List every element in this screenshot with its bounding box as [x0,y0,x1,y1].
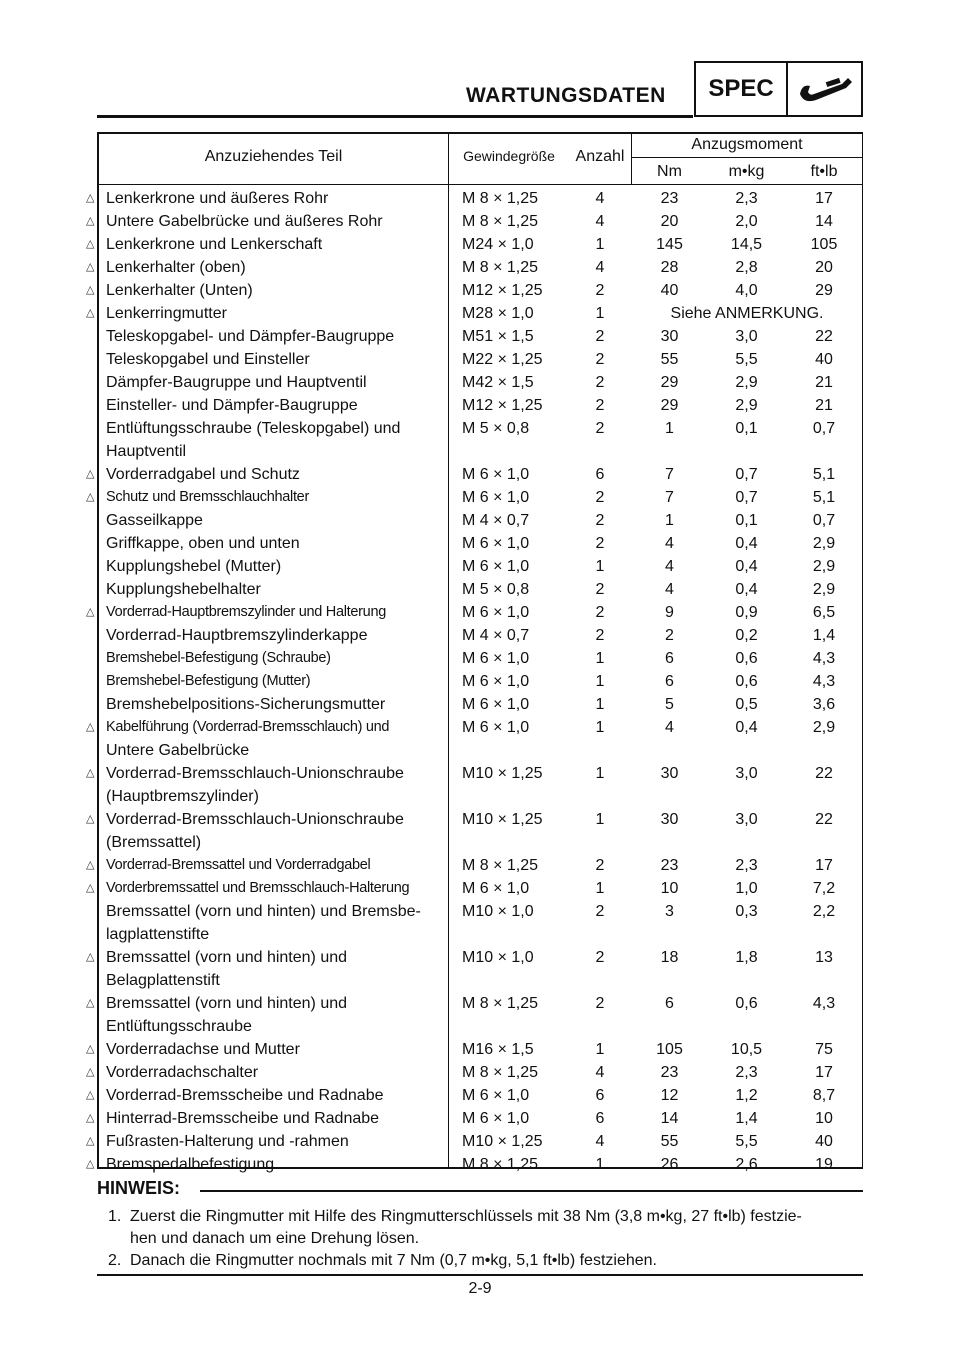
torque-nm: 20 [660,213,679,230]
torque-mkg: 5,5 [735,351,758,368]
quantity: 2 [595,604,605,621]
torque-mark-icon: △ [86,1158,95,1170]
part-name: Schutz und Bremsschlauchhalter [106,489,309,505]
torque-mkg: 4,0 [735,282,758,299]
header-divider [631,157,863,158]
torque-ftlb: 1,4 [812,627,836,644]
torque-nm: 40 [660,282,679,299]
thread-size: M 6 × 1,0 [462,489,530,506]
torque-mkg: 2,6 [735,1156,758,1173]
torque-ftlb: 5,1 [812,489,836,506]
quantity: 2 [595,489,605,506]
part-name: Vorderradgabel und Schutz [106,466,300,483]
part-name: Vorderrad-Bremsschlauch-Unionschraube [106,811,404,828]
torque-nm: 12 [660,1087,679,1104]
thread-size: M 8 × 1,25 [462,1064,539,1081]
torque-ftlb: 4,3 [812,650,836,667]
part-name: Bremspedalbefestigung [106,1156,275,1173]
torque-mark-icon: △ [86,192,95,204]
torque-mark-icon: △ [86,1066,95,1078]
torque-ftlb: 2,2 [812,903,836,920]
part-name: Kupplungshebel (Mutter) [106,558,282,575]
thread-size: M 6 × 1,0 [462,673,530,690]
part-name: Lenkerhalter (oben) [106,259,246,276]
torque-ftlb: 21 [815,397,833,414]
torque-nm: 30 [660,765,679,782]
torque-ftlb: 20 [815,259,833,276]
thread-size: M10 × 1,25 [462,1133,543,1150]
quantity: 2 [595,512,605,529]
thread-size: M 8 × 1,25 [462,995,539,1012]
torque-ftlb: 2,9 [812,719,836,736]
torque-mkg: 0,7 [735,489,758,506]
torque-mkg: 2,9 [735,374,758,391]
quantity: 2 [595,328,605,345]
torque-mark-icon: △ [86,767,95,779]
thread-size: M 6 × 1,0 [462,604,530,621]
spec-badge [694,61,863,117]
quantity: 4 [595,190,605,207]
header-nm: Nm [657,163,682,180]
notes-rule [200,1190,863,1192]
torque-nm: 30 [660,328,679,345]
torque-ftlb: 2,9 [812,558,836,575]
thread-size: M24 × 1,0 [462,236,534,253]
torque-mark-icon: △ [86,491,95,503]
header-part: Anzuziehendes Teil [204,148,343,165]
torque-nm: 23 [660,1064,679,1081]
part-name: Vorderbremssattel und Bremsschlauch-Halterung [106,880,410,896]
quantity: 2 [595,374,605,391]
spec-label: SPEC [696,63,788,115]
torque-mark-icon: △ [86,951,95,963]
torque-nm: 23 [660,857,679,874]
quantity: 1 [595,880,605,897]
torque-ftlb: 4,3 [812,673,836,690]
torque-ftlb: 21 [815,374,833,391]
torque-ftlb: 75 [815,1041,833,1058]
torque-nm: 55 [660,351,679,368]
torque-nm: 23 [660,190,679,207]
thread-size: M 6 × 1,0 [462,1087,530,1104]
part-name: Bremshebelpositions-Sicherungsmutter [106,696,386,713]
thread-size: M 8 × 1,25 [462,259,539,276]
torque-mkg: 1,8 [735,949,758,966]
quantity: 1 [595,673,605,690]
part-name-continued: Untere Gabelbrücke [106,742,250,759]
thread-size: M 6 × 1,0 [462,650,530,667]
quantity: 4 [595,1133,605,1150]
title-rule [97,115,693,118]
torque-mkg: 0,9 [735,604,758,621]
torque-ftlb: 22 [815,765,833,782]
thread-size: M 6 × 1,0 [462,558,530,575]
header-qty: Anzahl [575,148,625,165]
quantity: 6 [595,1110,605,1127]
torque-mark-icon: △ [86,1135,95,1147]
quantity: 2 [595,627,605,644]
thread-size: M12 × 1,25 [462,397,543,414]
torque-ftlb: 40 [815,351,833,368]
torque-mkg: 0,2 [735,627,758,644]
torque-mkg: 1,4 [735,1110,758,1127]
torque-ftlb: 8,7 [812,1087,836,1104]
quantity: 2 [595,397,605,414]
page-number: 2-9 [468,1280,492,1297]
torque-ftlb: 7,2 [812,880,836,897]
thread-size: M22 × 1,25 [462,351,543,368]
torque-mark-icon: △ [86,307,95,319]
torque-ftlb: 10 [815,1110,833,1127]
torque-nm: 4 [665,581,674,598]
torque-mkg: 3,0 [735,328,758,345]
torque-ftlb: 14 [815,213,833,230]
part-name: Bremssattel (vorn und hinten) und [106,995,348,1012]
torque-mkg: 0,6 [735,995,758,1012]
torque-ftlb: 40 [815,1133,833,1150]
note-text: Danach die Ringmutter nochmals mit 7 Nm (0,7 m•kg, 5,1 ft•lb) festziehen. [130,1252,657,1269]
torque-mark-icon: △ [86,813,95,825]
part-name: Kabelführung (Vorderrad-Bremsschlauch) und [106,719,390,735]
torque-ftlb: 17 [815,1064,833,1081]
torque-ftlb: 19 [815,1156,833,1173]
torque-nm: 26 [660,1156,679,1173]
header-ftlb: ft•lb [810,163,838,180]
torque-ftlb: 3,6 [812,696,836,713]
part-name: Lenkerhalter (Unten) [106,282,253,299]
torque-nm: 6 [665,650,674,667]
torque-mark-icon: △ [86,997,95,1009]
torque-nm: 145 [656,236,683,253]
page-title: WARTUNGSDATEN [466,84,666,107]
torque-mkg: 0,6 [735,673,758,690]
part-name: Fußrasten-Halterung und -rahmen [106,1133,349,1150]
torque-nm: 4 [665,719,674,736]
torque-mkg: 0,4 [735,558,758,575]
quantity: 2 [595,282,605,299]
torque-mkg: 3,0 [735,765,758,782]
torque-mkg: 2,3 [735,1064,758,1081]
quantity: 2 [595,535,605,552]
torque-mkg: 2,0 [735,213,758,230]
thread-size: M 6 × 1,0 [462,880,530,897]
quantity: 2 [595,903,605,920]
part-name: Entlüftungsschraube (Teleskopgabel) und [106,420,401,437]
torque-nm: 7 [665,489,674,506]
part-name-continued: Hauptventil [106,443,187,460]
quantity: 2 [595,857,605,874]
torque-mark-icon: △ [86,721,95,733]
thread-size: M 4 × 0,7 [462,627,530,644]
torque-mkg: 0,4 [735,719,758,736]
torque-mark-icon: △ [86,261,95,273]
torque-nm: 5 [665,696,674,713]
torque-nm: 14 [660,1110,679,1127]
torque-mark-icon: △ [86,468,95,480]
part-name-continued: Entlüftungsschraube [106,1018,252,1035]
quantity: 2 [595,995,605,1012]
torque-nm: 28 [660,259,679,276]
quantity: 2 [595,351,605,368]
torque-ftlb: 29 [815,282,833,299]
part-name: Vorderrad-Bremsschlauch-Unionschraube [106,765,404,782]
torque-nm: 6 [665,995,674,1012]
torque-mkg: 0,3 [735,903,758,920]
torque-mkg: 0,4 [735,535,758,552]
torque-ftlb: 17 [815,857,833,874]
torque-nm: 10 [660,880,679,897]
note-number: 1. [108,1208,122,1225]
torque-ftlb: 17 [815,190,833,207]
part-name: Lenkerkrone und Lenkerschaft [106,236,323,253]
quantity: 1 [595,696,605,713]
torque-mark-icon: △ [86,1112,95,1124]
part-name: Vorderrad-Hauptbremszylinder und Halterung [106,604,386,620]
part-name: Dämpfer-Baugruppe und Hauptventil [106,374,367,391]
thread-size: M28 × 1,0 [462,305,534,322]
torque-ftlb: 22 [815,811,833,828]
header-mkg: m•kg [728,163,765,180]
torque-mkg: 1,2 [735,1087,758,1104]
thread-size: M 6 × 1,0 [462,696,530,713]
thread-size: M 8 × 1,25 [462,1156,539,1173]
part-name: Kupplungshebelhalter [106,581,261,598]
torque-mark-icon: △ [86,1089,95,1101]
quantity: 6 [595,466,605,483]
torque-nm: 29 [660,397,679,414]
torque-mkg: 2,9 [735,397,758,414]
torque-mkg: 0,1 [735,420,758,437]
torque-mark-icon: △ [86,238,95,250]
thread-size: M12 × 1,25 [462,282,543,299]
torque-mkg: 10,5 [730,1041,763,1058]
quantity: 2 [595,581,605,598]
torque-mark-icon: △ [86,882,95,894]
torque-nm: 9 [665,604,674,621]
note-number: 2. [108,1252,122,1269]
torque-ftlb: 2,9 [812,581,836,598]
quantity: 6 [595,1087,605,1104]
part-name-continued: Belagplattenstift [106,972,220,989]
wrench-icon [788,63,861,115]
quantity: 1 [595,765,605,782]
part-name-continued: lagplattenstifte [106,926,210,943]
thread-size: M42 × 1,5 [462,374,534,391]
thread-size: M 8 × 1,25 [462,190,539,207]
part-name: Vorderradachschalter [106,1064,259,1081]
thread-size: M 6 × 1,0 [462,719,530,736]
torque-mkg: 5,5 [735,1133,758,1150]
part-name: Bremshebel-Befestigung (Schraube) [106,650,331,666]
thread-size: M10 × 1,25 [462,765,543,782]
torque-mark-icon: △ [86,859,95,871]
quantity: 1 [595,1156,605,1173]
quantity: 4 [595,213,605,230]
header-thread: Gewindegröße [463,148,555,164]
thread-size: M51 × 1,5 [462,328,534,345]
torque-nm: 6 [665,673,674,690]
torque-ftlb: 6,5 [812,604,836,621]
torque-nm: 4 [665,535,674,552]
torque-nm: 4 [665,558,674,575]
torque-nm: 1 [665,420,674,437]
torque-mkg: 2,8 [735,259,758,276]
torque-nm: 7 [665,466,674,483]
torque-nm: 55 [660,1133,679,1150]
part-name: Lenkerringmutter [106,305,227,322]
header-divider [97,184,863,185]
quantity: 4 [595,1064,605,1081]
torque-nm: 18 [660,949,679,966]
part-name: Vorderrad-Hauptbremszylinderkappe [106,627,368,644]
thread-size: M16 × 1,5 [462,1041,534,1058]
torque-ftlb: 5,1 [812,466,836,483]
part-name-continued: (Hauptbremszylinder) [106,788,259,805]
torque-mark-icon: △ [86,1043,95,1055]
torque-mkg: 0,5 [735,696,758,713]
quantity: 1 [595,305,605,322]
part-name: Vorderrad-Bremsscheibe und Radnabe [106,1087,384,1104]
thread-size: M 6 × 1,0 [462,535,530,552]
torque-nm: 2 [665,627,674,644]
part-name: Griffkappe, oben und unten [106,535,300,552]
thread-size: M10 × 1,0 [462,949,534,966]
part-name: Untere Gabelbrücke und äußeres Rohr [106,213,383,230]
torque-nm: 105 [656,1041,683,1058]
quantity: 2 [595,420,605,437]
quantity: 1 [595,236,605,253]
torque-mkg: 3,0 [735,811,758,828]
torque-mkg: 0,4 [735,581,758,598]
quantity: 1 [595,558,605,575]
torque-ftlb: 105 [810,236,838,253]
part-name: Einsteller- und Dämpfer-Baugruppe [106,397,358,414]
footer-rule [97,1274,863,1276]
part-name-continued: (Bremssattel) [106,834,202,851]
part-name: Teleskopgabel- und Dämpfer-Baugruppe [106,328,395,345]
quantity: 1 [595,1041,605,1058]
torque-mkg: 14,5 [730,236,763,253]
quantity: 4 [595,259,605,276]
thread-size: M 5 × 0,8 [462,581,530,598]
thread-size: M 4 × 0,7 [462,512,530,529]
part-name: Vorderrad-Bremssattel und Vorderradgabel [106,857,371,873]
part-name: Bremssattel (vorn und hinten) und [106,949,348,966]
quantity: 1 [595,719,605,736]
part-name: Bremshebel-Befestigung (Mutter) [106,673,311,689]
torque-note: Siehe ANMERKUNG. [670,305,824,322]
thread-size: M 5 × 0,8 [462,420,530,437]
torque-mark-icon: △ [86,606,95,618]
notes-heading: HINWEIS: [97,1178,180,1198]
torque-mark-icon: △ [86,215,95,227]
thread-size: M 6 × 1,0 [462,1110,530,1127]
column-divider [448,132,449,1169]
torque-mkg: 1,0 [735,880,758,897]
torque-nm: 1 [665,512,674,529]
torque-ftlb: 2,9 [812,535,836,552]
part-name: Lenkerkrone und äußeres Rohr [106,190,329,207]
part-name: Vorderradachse und Mutter [106,1041,300,1058]
thread-size: M 8 × 1,25 [462,213,539,230]
note-text: Zuerst die Ringmutter mit Hilfe des Ringmutterschlüssels mit 38 Nm (3,8 m•kg, 27 ft•lb) festzie- [130,1208,802,1225]
part-name: Gasseilkappe [106,512,203,529]
torque-ftlb: 4,3 [812,995,836,1012]
torque-ftlb: 0,7 [812,420,836,437]
thread-size: M 8 × 1,25 [462,857,539,874]
part-name: Hinterrad-Bremsscheibe und Radnabe [106,1110,380,1127]
thread-size: M 6 × 1,0 [462,466,530,483]
quantity: 1 [595,650,605,667]
torque-mkg: 2,3 [735,190,758,207]
thread-size: M10 × 1,25 [462,811,543,828]
quantity: 1 [595,811,605,828]
torque-mkg: 0,1 [735,512,758,529]
torque-mkg: 0,6 [735,650,758,667]
quantity: 2 [595,949,605,966]
torque-ftlb: 13 [815,949,833,966]
torque-mark-icon: △ [86,284,95,296]
torque-ftlb: 22 [815,328,833,345]
torque-mkg: 0,7 [735,466,758,483]
note-text: hen und danach um eine Drehung lösen. [130,1230,420,1247]
torque-nm: 29 [660,374,679,391]
torque-nm: 30 [660,811,679,828]
header-torque: Anzugsmoment [691,136,803,153]
part-name: Bremssattel (vorn und hinten) und Bremsbe- [106,903,421,920]
part-name: Teleskopgabel und Einsteller [106,351,310,368]
thread-size: M10 × 1,0 [462,903,534,920]
torque-mkg: 2,3 [735,857,758,874]
torque-nm: 3 [665,903,674,920]
torque-ftlb: 0,7 [812,512,836,529]
